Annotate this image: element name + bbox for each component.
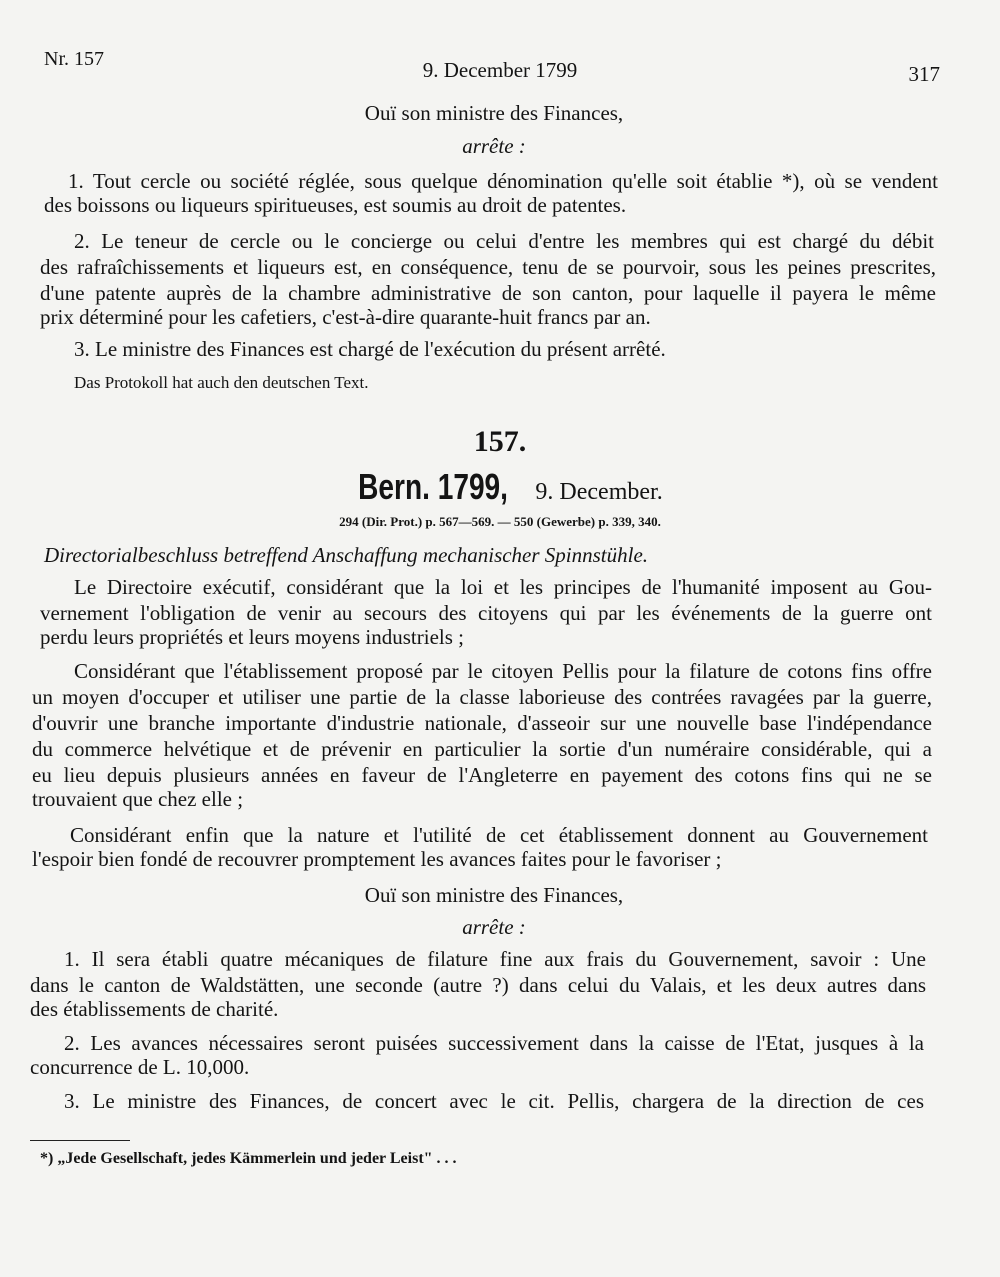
heading-oui-ministre-2: Ouï son ministre des Finances, — [364, 883, 624, 907]
footnote: *) „Jede Gesellschaft, jedes Kämmerlein und jeder Leist" . . . — [40, 1150, 457, 1167]
footnote-divider — [30, 1140, 130, 1141]
decree-article-line: 3. Le ministre des Finances, de concert avec le cit. Pellis, chargera de la direction de ces — [64, 1089, 924, 1113]
article-3-line: 3. Le ministre des Finances est chargé de l'exécution du présent arrêté. — [74, 337, 666, 361]
entry-number: 157. — [473, 425, 527, 458]
body-line: trouvaient que chez elle ; — [32, 787, 244, 811]
body-line: eu lieu depuis plusieurs années en faveur de l'Angleterre en payement des cotons fins qui ne se — [32, 763, 932, 787]
page-number: 317 — [908, 62, 940, 86]
article-2-line-1: 2. Le teneur de cercle ou le concierge ou celui d'entre les membres qui est chargé du débit — [74, 229, 934, 253]
body-line: un moyen d'occuper et utiliser une partie de la classe laborieuse des contrées ravagées par la guerre, — [32, 685, 932, 709]
entry-title: Directorialbeschluss betreffend Anschaffung mechanischer Spinnstühle. — [44, 543, 649, 567]
decree-article-line: 1. Il sera établi quatre mécaniques de filature fine aux frais du Gouvernement, savoir : Une — [64, 947, 926, 971]
body-line: Considérant que l'établissement proposé par le citoyen Pellis pour la filature de cotons fins offre — [74, 659, 932, 683]
entry-references: 294 (Dir. Prot.) p. 567—569. — 550 (Gewerbe) p. 339, 340. — [339, 514, 661, 529]
decree-article-line: concurrence de L. 10,000. — [30, 1055, 250, 1079]
arrete-label-2: arrête : — [462, 915, 526, 939]
body-line: perdu leurs propriétés et leurs moyens industriels ; — [40, 625, 464, 649]
article-2-line-2: des rafraîchissements et liqueurs est, en conséquence, tenu de se pourvoir, sous les peines prescrites, — [40, 255, 936, 279]
decree-article-line: des établissements de charité. — [30, 997, 279, 1021]
protocol-note: Das Protokoll hat auch den deutschen Text. — [74, 373, 369, 392]
arrete-label: arrête : — [462, 134, 526, 158]
entry-date: 9. December. — [529, 479, 663, 505]
entry-place-date — [0, 466, 1000, 508]
entry-place: Bern. 1799, — [358, 466, 509, 507]
body-line: Le Directoire exécutif, considérant que la loi et les principes de l'humanité imposent au Gou- — [74, 575, 932, 599]
running-header-date: 9. December 1799 — [422, 58, 578, 82]
decree-article-line: 2. Les avances nécessaires seront puisées successivement dans la caisse de l'Etat, jusques à la — [64, 1031, 924, 1055]
body-line: d'ouvrir une branche importante d'industrie nationale, d'asseoir sur une nouvelle base l'indépendance — [32, 711, 932, 735]
body-line: du commerce helvétique et de prévenir en particulier la sortie d'un numéraire considérable, qui a — [32, 737, 932, 761]
article-2-line-4: prix déterminé pour les cafetiers, c'est-à-dire quarante-huit francs par an. — [40, 305, 651, 329]
heading-oui-ministre: Ouï son ministre des Finances, — [364, 101, 624, 125]
body-line: l'espoir bien fondé de recouvrer promptement les avances faites pour le favoriser ; — [32, 847, 722, 871]
article-2-line-3: d'une patente auprès de la chambre administrative de son canton, pour laquelle il payera le même — [40, 281, 936, 305]
decree-article-line: dans le canton de Waldstätten, une seconde (autre ?) dans celui du Valais, et les deux autres dans — [30, 973, 926, 997]
running-header-number: Nr. 157 — [44, 48, 104, 70]
body-line: Considérant enfin que la nature et l'utilité de cet établissement donnent au Gouvernement — [70, 823, 928, 847]
body-line: vernement l'obligation de venir au secours des citoyens qui par les événements de la guerre ont — [40, 601, 932, 625]
article-1-line-1: 1. Tout cercle ou société réglée, sous quelque dénomination qu'elle soit établie *), où se vendent — [68, 169, 938, 193]
article-1-line-2: des boissons ou liqueurs spiritueuses, est soumis au droit de patentes. — [44, 193, 627, 217]
